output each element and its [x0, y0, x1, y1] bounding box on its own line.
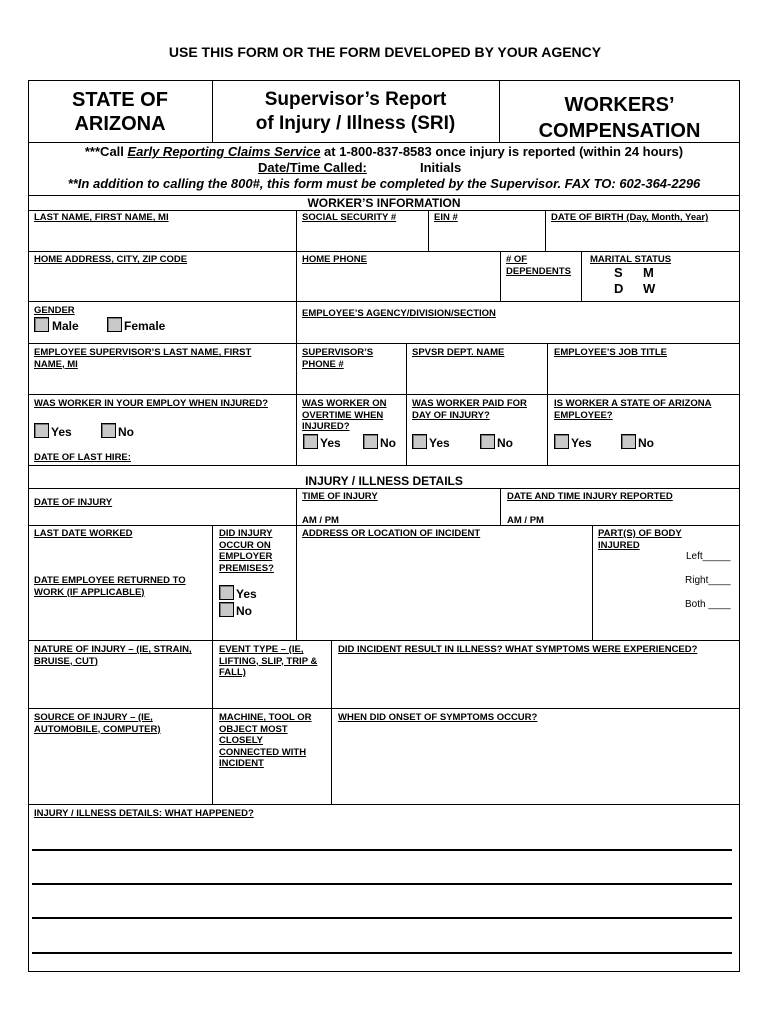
divider — [28, 525, 740, 526]
date-last-hire-field[interactable]: DATE OF LAST HIRE: — [34, 452, 131, 463]
call-prefix: ***Call — [84, 144, 128, 159]
dependents-field[interactable] — [506, 254, 571, 277]
divider — [28, 210, 740, 211]
dependents-line2: DEPENDENTS — [506, 265, 571, 277]
divider — [296, 210, 297, 251]
source-line1: SOURCE OF INJURY – (IE, — [34, 712, 153, 723]
divider — [28, 488, 740, 489]
overtime-yes-label: Yes — [320, 436, 341, 450]
event-field[interactable] — [219, 644, 317, 679]
home-address-field[interactable]: HOME ADDRESS, CITY, ZIP CODE — [34, 254, 188, 265]
premises-no-checkbox[interactable] — [219, 602, 234, 617]
paid-no-checkbox[interactable] — [480, 434, 495, 449]
state-line1: STATE OF — [72, 89, 168, 111]
reported-am-pm: AM / PM — [507, 515, 544, 526]
marital-s[interactable]: S — [614, 265, 623, 280]
overtime-label — [302, 398, 386, 433]
divider — [547, 394, 548, 465]
what-happened-line-3[interactable] — [32, 917, 732, 919]
state-employee-no-label: No — [638, 436, 654, 450]
divider — [296, 301, 297, 343]
time-of-injury-field[interactable]: TIME OF INJURY — [302, 491, 378, 502]
agency-field[interactable]: EMPLOYEE’S AGENCY/DIVISION/SECTION — [302, 308, 496, 319]
ssn-field[interactable]: SOCIAL SECURITY # — [302, 212, 397, 223]
state-employee-no-checkbox[interactable] — [621, 434, 636, 449]
overtime-no-checkbox[interactable] — [363, 434, 378, 449]
overtime-yes-checkbox[interactable] — [303, 434, 318, 449]
marital-w[interactable]: W — [643, 281, 656, 296]
returned-line1: DATE EMPLOYEE RETURNED TO — [34, 575, 186, 586]
premises-line4: PREMISES? — [219, 562, 274, 574]
supervisor-name-line2: NAME, MI — [34, 358, 78, 370]
divider — [28, 804, 740, 805]
title-line2: of Injury / Illness (SRI) — [255, 113, 456, 134]
female-checkbox[interactable] — [107, 317, 122, 332]
divider — [28, 343, 740, 344]
divider — [28, 465, 740, 466]
overtime-no-label: No — [380, 436, 396, 450]
address-incident-field[interactable]: ADDRESS OR LOCATION OF INCIDENT — [302, 528, 481, 539]
right-field[interactable]: Right____ — [685, 575, 731, 586]
returned-field[interactable] — [34, 575, 186, 598]
last-name-field[interactable]: LAST NAME, FIRST NAME, MI — [34, 212, 169, 223]
event-line3: FALL) — [219, 667, 246, 678]
paid-line1: WAS WORKER PAID FOR — [412, 398, 527, 409]
initials-label: Initials — [420, 160, 462, 175]
home-phone-field[interactable]: HOME PHONE — [302, 254, 367, 265]
divider — [428, 210, 429, 251]
in-employ-label: WAS WORKER IN YOUR EMPLOY WHEN INJURED? — [34, 398, 268, 409]
form-title — [212, 88, 499, 136]
source-line2: AUTOMOBILE, COMPUTER) — [34, 723, 161, 735]
in-employ-no-checkbox[interactable] — [101, 423, 116, 438]
male-checkbox[interactable] — [34, 317, 49, 332]
state-title — [28, 88, 212, 136]
machine-field[interactable] — [219, 712, 312, 770]
worker-info-title: WORKER’S INFORMATION — [307, 196, 461, 210]
nature-field[interactable] — [34, 644, 192, 667]
state-employee-label — [554, 398, 711, 421]
premises-line2: OCCUR ON — [219, 539, 271, 551]
paid-line2: DAY OF INJURY? — [412, 409, 490, 421]
last-date-worked-field[interactable]: LAST DATE WORKED — [34, 528, 133, 539]
comp-line1: WORKERS’ — [564, 94, 675, 116]
divider — [592, 525, 593, 640]
divider — [296, 394, 297, 465]
left-field[interactable]: Left_____ — [686, 551, 731, 562]
source-field[interactable] — [34, 712, 161, 735]
body-parts-label — [598, 528, 682, 551]
divider — [28, 301, 740, 302]
datetime-called-label: Date/Time Called: — [258, 160, 367, 175]
state-line2: ARIZONA — [74, 113, 166, 135]
divider — [296, 525, 297, 640]
supervisor-name-field[interactable] — [34, 347, 251, 370]
top-note: USE THIS FORM OR THE FORM DEVELOPED BY YOUR AGENCY — [168, 44, 602, 60]
in-employ-yes-label: Yes — [51, 425, 72, 439]
marital-status-label: MARITAL STATUS — [590, 254, 672, 265]
premises-line3: EMPLOYER — [219, 551, 273, 562]
job-title-field[interactable]: EMPLOYEE’S JOB TITLE — [554, 347, 667, 358]
overtime-line3: INJURED? — [302, 421, 350, 432]
onset-field[interactable]: WHEN DID ONSET OF SYMPTOMS OCCUR? — [338, 712, 538, 723]
date-of-injury-field[interactable]: DATE OF INJURY — [34, 497, 113, 508]
nature-line2: BRUISE, CUT) — [34, 655, 98, 667]
supervisor-phone-field[interactable] — [302, 347, 373, 370]
call-service: Early Reporting Claims Service — [127, 144, 321, 159]
divider — [28, 251, 740, 252]
divider — [28, 708, 740, 709]
in-employ-no-label: No — [118, 425, 134, 439]
what-happened-line-4[interactable] — [32, 952, 732, 954]
divider — [406, 343, 407, 394]
marital-d[interactable]: D — [614, 281, 624, 296]
machine-line4: CONNECTED WITH — [219, 746, 307, 758]
premises-yes-label: Yes — [236, 587, 257, 601]
machine-line2: OBJECT MOST — [219, 723, 288, 735]
paid-label — [412, 398, 527, 421]
state-employee-line1: IS WORKER A STATE OF ARIZONA — [554, 398, 712, 409]
divider — [331, 640, 332, 708]
divider — [545, 210, 546, 251]
gender-label: GENDER — [34, 305, 75, 316]
fax-note: **In addition to calling the 800#, this form must be completed by the Supervisor. FAX TO: 602-364-2296 — [67, 176, 701, 191]
divider — [296, 251, 297, 301]
body-parts-line1: PART(S) OF BODY — [598, 528, 682, 539]
divider — [212, 708, 213, 804]
time-am-pm: AM / PM — [302, 515, 339, 526]
what-happened-line-2[interactable] — [32, 883, 732, 885]
paid-yes-label: Yes — [429, 436, 450, 450]
overtime-line1: WAS WORKER ON — [302, 398, 387, 409]
divider — [296, 488, 297, 525]
dob-field[interactable]: DATE OF BIRTH (Day, Month, Year) — [551, 212, 709, 223]
title-line1: Supervisor’s Report — [264, 89, 447, 110]
call-suffix: at 1-800-837-8583 once injury is reported (within 24 hours) — [320, 144, 684, 159]
divider — [500, 251, 501, 301]
spvsr-dept-field[interactable]: SPVSR DEPT. NAME — [412, 347, 505, 358]
premises-label — [219, 528, 274, 574]
call-instruction — [28, 144, 740, 160]
premises-no-label: No — [236, 604, 252, 618]
divider — [547, 343, 548, 394]
divider — [581, 251, 582, 301]
injury-details-title: INJURY / ILLNESS DETAILS — [305, 474, 463, 488]
divider — [296, 343, 297, 394]
paid-no-label: No — [497, 436, 513, 450]
state-employee-line2: EMPLOYEE? — [554, 409, 613, 421]
body-parts-line2: INJURED — [598, 539, 640, 551]
divider — [212, 640, 213, 708]
divider — [28, 394, 740, 395]
supervisor-phone-line1: SUPERVISOR’S — [302, 347, 374, 358]
in-employ-yes-checkbox[interactable] — [34, 423, 49, 438]
comp-line2: COMPENSATION — [538, 120, 701, 142]
ein-field[interactable]: EIN # — [434, 212, 458, 223]
divider — [331, 708, 332, 804]
premises-line1: DID INJURY — [219, 528, 273, 539]
what-happened-line-1[interactable] — [32, 849, 732, 851]
comp-title — [499, 92, 740, 144]
what-happened-label: INJURY / ILLNESS DETAILS: WHAT HAPPENED? — [34, 808, 254, 819]
divider — [28, 640, 740, 641]
female-label: Female — [124, 319, 166, 333]
state-employee-yes-label: Yes — [571, 436, 592, 450]
returned-line2: WORK (IF APPLICABLE) — [34, 586, 145, 598]
both-field[interactable]: Both ____ — [685, 599, 731, 610]
date-time-reported-field[interactable]: DATE AND TIME INJURY REPORTED — [507, 491, 673, 502]
divider — [500, 488, 501, 525]
machine-line1: MACHINE, TOOL OR — [219, 712, 312, 723]
supervisor-phone-line2: PHONE # — [302, 358, 344, 370]
supervisor-name-line1: EMPLOYEE SUPERVISOR’S LAST NAME, FIRST — [34, 347, 252, 358]
state-employee-yes-checkbox[interactable] — [554, 434, 569, 449]
marital-m[interactable]: M — [643, 265, 654, 280]
divider — [406, 394, 407, 465]
machine-line5: INCIDENT — [219, 758, 264, 769]
overtime-line2: OVERTIME WHEN — [302, 409, 384, 421]
dependents-line1: # OF — [506, 254, 528, 265]
nature-line1: NATURE OF INJURY – (IE, STRAIN, — [34, 644, 192, 655]
event-line1: EVENT TYPE – (IE, — [219, 644, 304, 655]
illness-result-field[interactable]: DID INCIDENT RESULT IN ILLNESS? WHAT SYMPTOMS WERE EXPERIENCED? — [338, 644, 698, 655]
divider — [212, 525, 213, 640]
male-label: Male — [52, 319, 79, 333]
machine-line3: CLOSELY — [219, 735, 263, 746]
paid-yes-checkbox[interactable] — [412, 434, 427, 449]
event-line2: LIFTING, SLIP, TRIP & — [219, 655, 318, 667]
premises-yes-checkbox[interactable] — [219, 585, 234, 600]
